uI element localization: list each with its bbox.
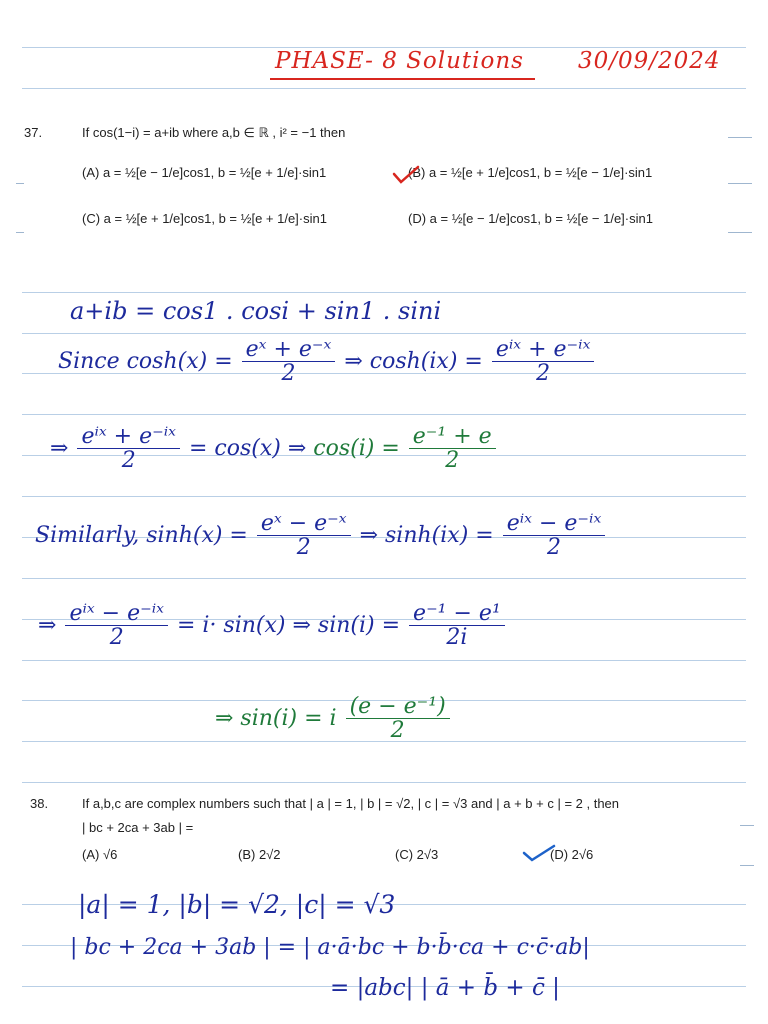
question-37-option-d: (D) a = ½[e − 1/e]cos1, b = ½[e − 1/e]·sin1 <box>408 211 653 226</box>
solution-37-line-4-numerator: eˣ − e⁻ˣ <box>257 512 351 536</box>
solution-37-line-2-mid: ⇒ cosh(ix) = <box>344 349 483 375</box>
solution-38-line-1: |a| = 1, |b| = √2, |c| = √3 <box>78 890 396 919</box>
page-title: PHASE- 8 Solutions <box>275 48 524 74</box>
solution-37-line-2-left: Since cosh(x) = <box>58 349 233 375</box>
solution-38-line-3: = |abc| | ā + b̄ + c̄ | <box>330 975 560 1001</box>
title-underline <box>270 78 535 80</box>
question-37-stem: If cos(1−i) = a+ib where a,b ∈ ℝ , i² = −1 then <box>82 125 346 140</box>
question-38-option-c: (C) 2√3 <box>395 847 439 862</box>
question-38-option-d: (D) 2√6 <box>550 847 594 862</box>
solution-37-line-2 <box>58 338 596 386</box>
solution-37-line-5-mid: = i· sin(x) ⇒ sin(i) = <box>176 613 401 639</box>
solution-38-line-2: | bc + 2ca + 3ab | = | a·ā·bc + b·b̄·ca + c·c̄·ab| <box>70 935 590 960</box>
solution-37-line-4-mid: ⇒ sinh(ix) = <box>359 523 494 549</box>
solution-37-line-5-denominator: 2 <box>109 625 124 651</box>
solution-37-line-4-denominator: 2 <box>296 535 311 561</box>
solution-37-line-3-green-denominator: 2 <box>445 448 460 474</box>
solution-37-line-5-denominator-2: 2i <box>446 625 468 651</box>
solution-37-line-3-mid: = cos(x) ⇒ <box>188 436 307 462</box>
solution-37-line-4 <box>35 512 607 560</box>
solution-37-line-4-denominator-2: 2 <box>546 535 561 561</box>
question-38-stem: If a,b,c are complex numbers such that | a | = 1, | b | = √2, | c | = √3 and | a + b + c | = 2 , then <box>82 796 620 811</box>
solution-37-line-3-denominator: 2 <box>121 448 136 474</box>
solution-37-line-3-green-numerator: e⁻¹ + e <box>409 425 496 449</box>
question-37-number: 37. <box>24 125 43 140</box>
solution-37-line-5-left: ⇒ <box>38 613 57 639</box>
solution-37-line-4-numerator-2: eⁱˣ − e⁻ⁱˣ <box>503 512 606 536</box>
question-38-option-b: (B) 2√2 <box>238 847 281 862</box>
checkmark-icon <box>522 843 556 863</box>
solution-37-line-5 <box>38 602 507 650</box>
question-37-option-a: (A) a = ½[e − 1/e]cos1, b = ½[e + 1/e]·sin1 <box>82 165 327 180</box>
solution-37-line-6-left: ⇒ sin(i) = i <box>215 706 337 732</box>
solution-37-line-6-numerator: (e − e⁻¹) <box>346 695 450 719</box>
solution-37-line-3-green: cos(i) = <box>313 436 400 462</box>
solution-37-line-6-denominator: 2 <box>390 718 405 744</box>
solution-37-line-3-numerator: eⁱˣ + e⁻ⁱˣ <box>77 425 180 449</box>
solution-37-line-2-denominator: 2 <box>281 361 296 387</box>
question-38-stem-2: | bc + 2ca + 3ab | = <box>82 820 194 835</box>
question-38-number: 38. <box>30 796 49 811</box>
solution-37-line-6 <box>215 695 452 743</box>
solution-37-line-4-left: Similarly, sinh(x) = <box>35 523 248 549</box>
solution-37-line-2-numerator: eˣ + e⁻ˣ <box>242 338 336 362</box>
solution-37-line-1: a+ib = cos1 . cosi + sin1 . sini <box>70 297 442 325</box>
page-date: 30/09/2024 <box>578 48 721 74</box>
solution-37-line-2-denominator-2: 2 <box>536 361 551 387</box>
checkmark-icon <box>392 164 420 186</box>
solution-37-line-3-left: ⇒ <box>50 436 69 462</box>
question-38-option-a: (A) √6 <box>82 847 118 862</box>
question-37-option-c: (C) a = ½[e + 1/e]cos1, b = ½[e + 1/e]·sin1 <box>82 211 327 226</box>
solution-37-line-2-numerator-2: eⁱˣ + e⁻ⁱˣ <box>492 338 595 362</box>
solution-37-line-5-numerator: eⁱˣ − e⁻ⁱˣ <box>65 602 168 626</box>
solution-37-line-3 <box>50 425 498 473</box>
solution-37-line-5-numerator-2: e⁻¹ − e¹ <box>409 602 505 626</box>
question-37-option-b: (B) a = ½[e + 1/e]cos1, b = ½[e − 1/e]·sin1 <box>408 165 653 180</box>
